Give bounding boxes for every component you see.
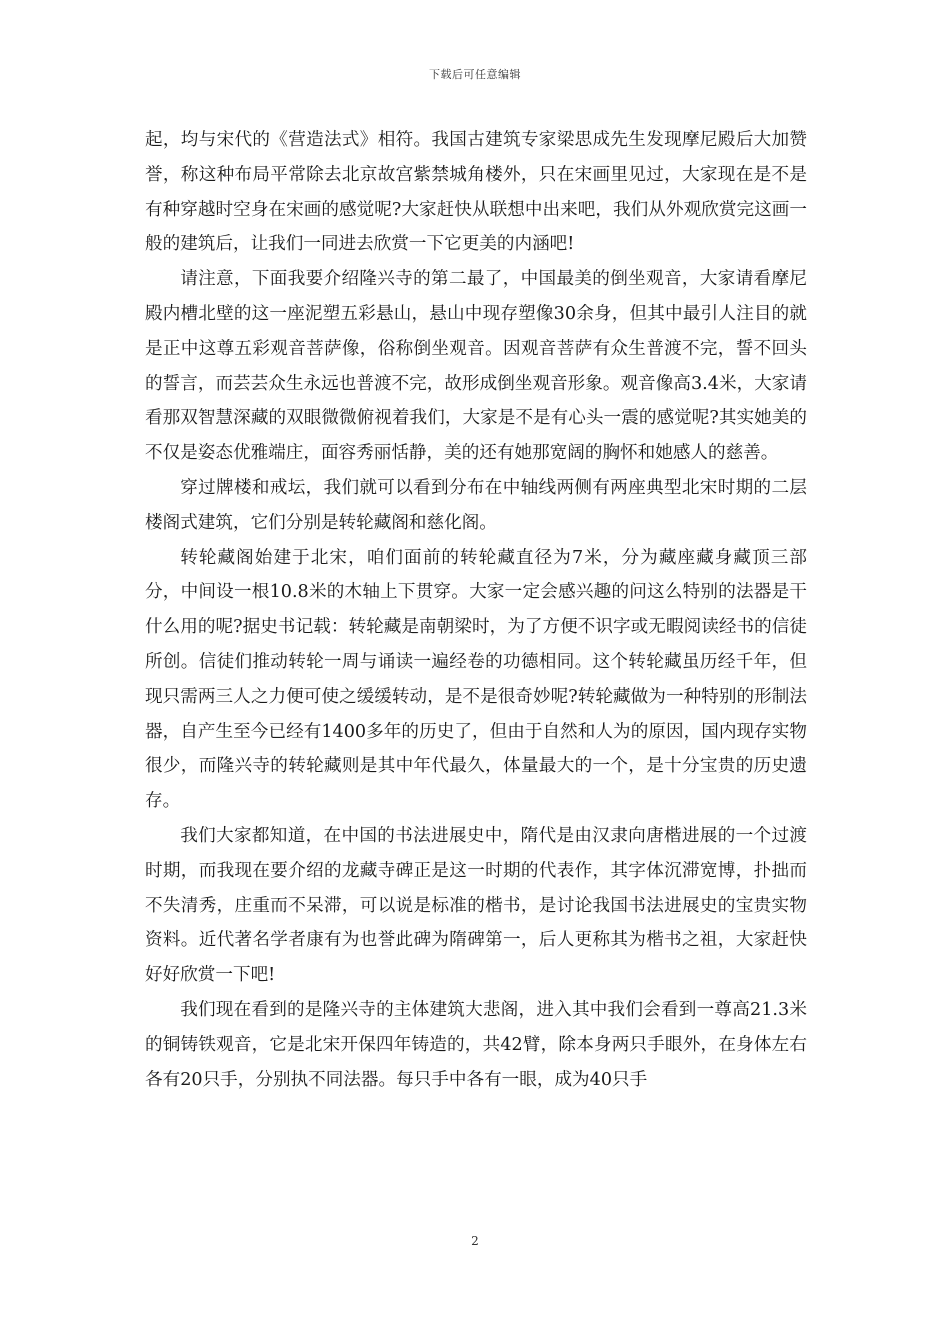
paragraph-5: 我们大家都知道，在中国的书法进展史中，隋代是由汉隶向唐楷进展的一个过渡时期，而我现在要介绍的龙藏寺碑正是这一时期的代表作，其字体沉滞宽博，扑拙而不失清秀，庄重而不呆滞，可以说是标准的楷书，是讨论我国书法进展史的宝贵实物资料。近代著名学者康有为也誉此碑为隋碑第一，后人更称其为楷书之祖，大家赶快好好欣赏一下吧! [145, 825, 807, 986]
paragraph-4: 转轮藏阁始建于北宋，咱们面前的转轮藏直径为7米，分为藏座藏身藏顶三部分，中间设一根10.8米的木轴上下贯穿。大家一定会感兴趣的问这么特别的法器是干什么用的呢?据史书记载：转轮藏是南朝梁时，为了方便不识字或无暇阅读经书的信徒所创。信徒们推动转轮一周与诵读一遍经卷的功德相同。这个转轮藏虽历经千年，但现只需两三人之力便可使之缓缓转动，是不是很奇妙呢?转轮藏做为一种特别的形制法器，自产生至今已经有1400多年的历史了，但由于自然和人为的原因，国内现存实物很少，而隆兴寺的转轮藏则是其中年代最久，体量最大的一个，是十分宝贵的历史遗存。 [145, 547, 807, 812]
body-text [145, 123, 807, 1097]
page-header: 下载后可任意编辑 [429, 68, 521, 81]
page-number: 2 [471, 1234, 479, 1248]
paragraph-3: 穿过牌楼和戒坛，我们就可以看到分布在中轴线两侧有两座典型北宋时期的二层楼阁式建筑，它们分别是转轮藏阁和慈化阁。 [145, 477, 807, 533]
paragraph-1: 起，均与宋代的《营造法式》相符。我国古建筑专家梁思成先生发现摩尼殿后大加赞誉，称这种布局平常除去北京故宫紫禁城角楼外，只在宋画里见过，大家现在是不是有种穿越时空身在宋画的感觉呢?大家赶快从联想中出来吧，我们从外观欣赏完这画一般的建筑后，让我们一同进去欣赏一下它更美的内涵吧! [145, 130, 807, 255]
paragraph-2: 请注意，下面我要介绍隆兴寺的第二最了，中国最美的倒坐观音，大家请看摩尼殿内槽北壁的这一座泥塑五彩悬山，悬山中现存塑像30余身，但其中最引人注目的就是正中这尊五彩观音菩萨像，俗称倒坐观音。因观音菩萨有众生普渡不完，誓不回头的誓言，而芸芸众生永远也普渡不完，故形成倒坐观音形象。观音像高3.4米，大家请看那双智慧深藏的双眼微微俯视着我们，大家是不是有心头一震的感觉呢?其实她美的不仅是姿态优雅端庄，面容秀丽恬静，美的还有她那宽阔的胸怀和她感人的慈善。 [145, 269, 807, 464]
paragraph-6: 我们现在看到的是隆兴寺的主体建筑大悲阁，进入其中我们会看到一尊高21.3米的铜铸铁观音，它是北宋开保四年铸造的，共42臂，除本身两只手眼外，在身体左右各有20只手，分别执不同法器。每只手中各有一眼，成为40只手 [145, 999, 807, 1090]
